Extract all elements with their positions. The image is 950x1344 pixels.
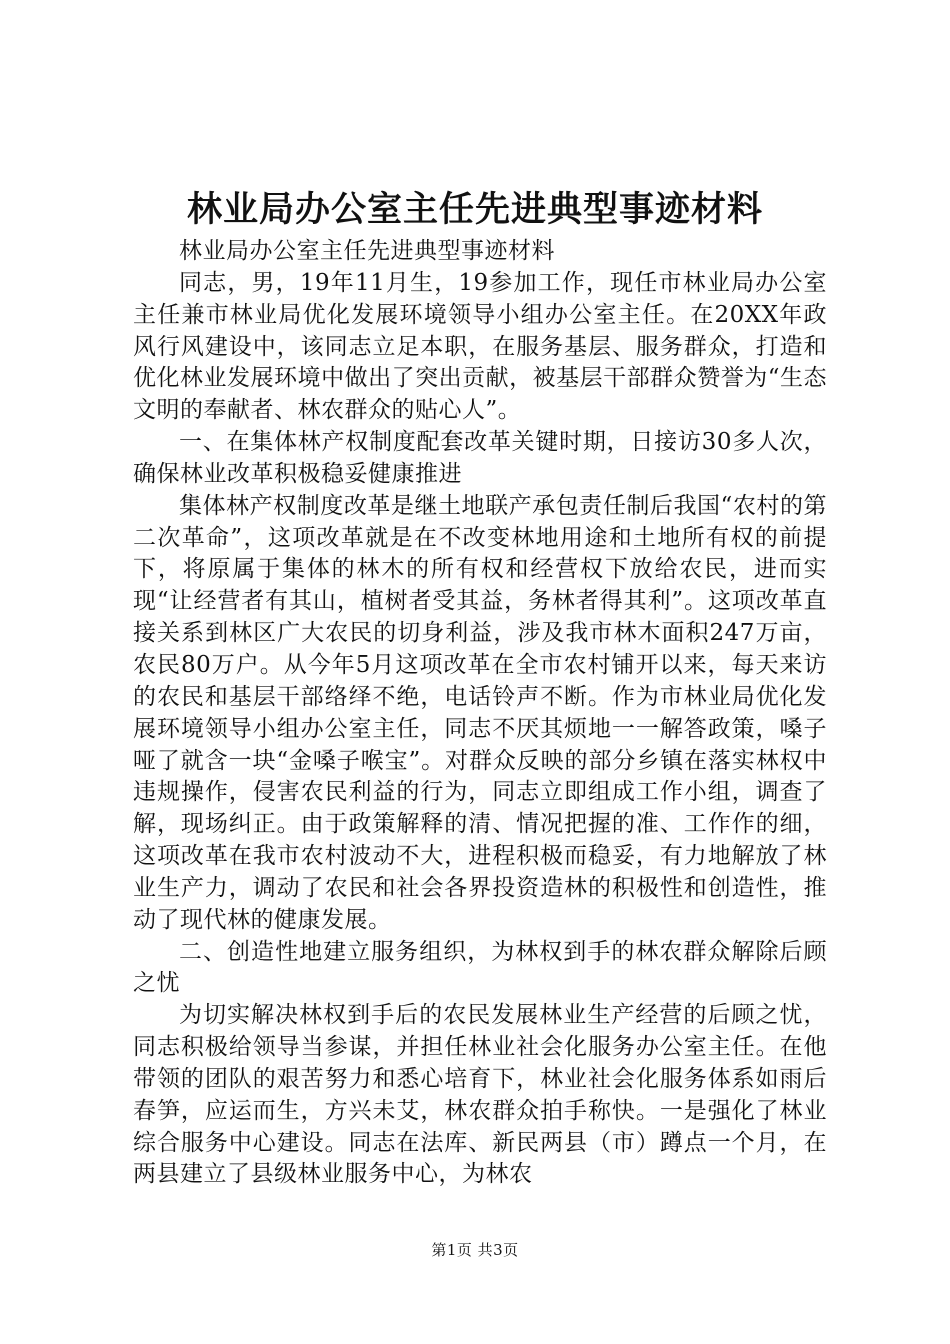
document-title: 林业局办公室主任先进典型事迹材料 [186,190,763,230]
paragraph: 同志，男，19年11月生，19参加工作，现任市林业局办公室主任兼市林业局优化发展环境领导小组办公室主任。在20XX年政风行风建设中，该同志立足本职，在服务基层、服务群众，打造和优化林业发展环境中做出了突出贡献，被基层干部群众赞誉为“生态文明的奉献者、林农群众的贴心人”。 [133,269,827,424]
section-heading: 一、在集体林产权制度配套改革关键时期，日接访30多人次，确保林业改革积极稳妥健康推进 [133,429,827,487]
page-footer: 第1页 共3页 [431,1241,519,1259]
paragraph: 为切实解决林权到手后的农民发展林业生产经营的后顾之忧，同志积极给领导当参谋，并担任林业社会化服务办公室主任。在他带领的团队的艰苦努力和悉心培育下，林业社会化服务体系如雨后春笋，应运而生，方兴未艾，林农群众拍手称快。一是强化了林业综合服务中心建设。同志在法库、新民两县（市）蹲点一个月，在两县建立了县级林业服务中心，为林农 [133,1002,827,1188]
document-body [133,236,827,1191]
paragraph: 林业局办公室主任先进典型事迹材料 [179,238,555,264]
section-heading: 二、创造性地建立服务组织，为林权到手的林农群众解除后顾之忧 [133,938,827,997]
paragraph: 集体林产权制度改革是继土地联产承包责任制后我国“农村的第二次革命”，这项改革就是在不改变林地用途和土地所有权的前提下，将原属于集体的林木的所有权和经营权下放给农民，进而实现“让经营者有其山，植树者受其益，务林者得其利”。这项改革直接关系到林区广大农民的切身利益，涉及我市林木面积247万亩，农民80万户。从今年5月这项改革在全市农村铺开以来，每天来访的农民和基层干部络绎不绝，电话铃声不断。作为市林业局优化发展环境领导小组办公室主任，同志不厌其烦地一一解答政策，嗓子哑了就含一块“金嗓子喉宝”。对群众反映的部分乡镇在落实林权中违规操作，侵害农民利益的行为，同志立即组成工作小组，调查了解，现场纠正。由于政策解释的清、情况把握的准、工作作的细，这项改革在我市农村波动不大，进程积极而稳妥，有力地解放了林业生产力，调动了农民和社会各界投资造林的积极性和创造性，推动了现代林的健康发展。 [133,492,827,933]
